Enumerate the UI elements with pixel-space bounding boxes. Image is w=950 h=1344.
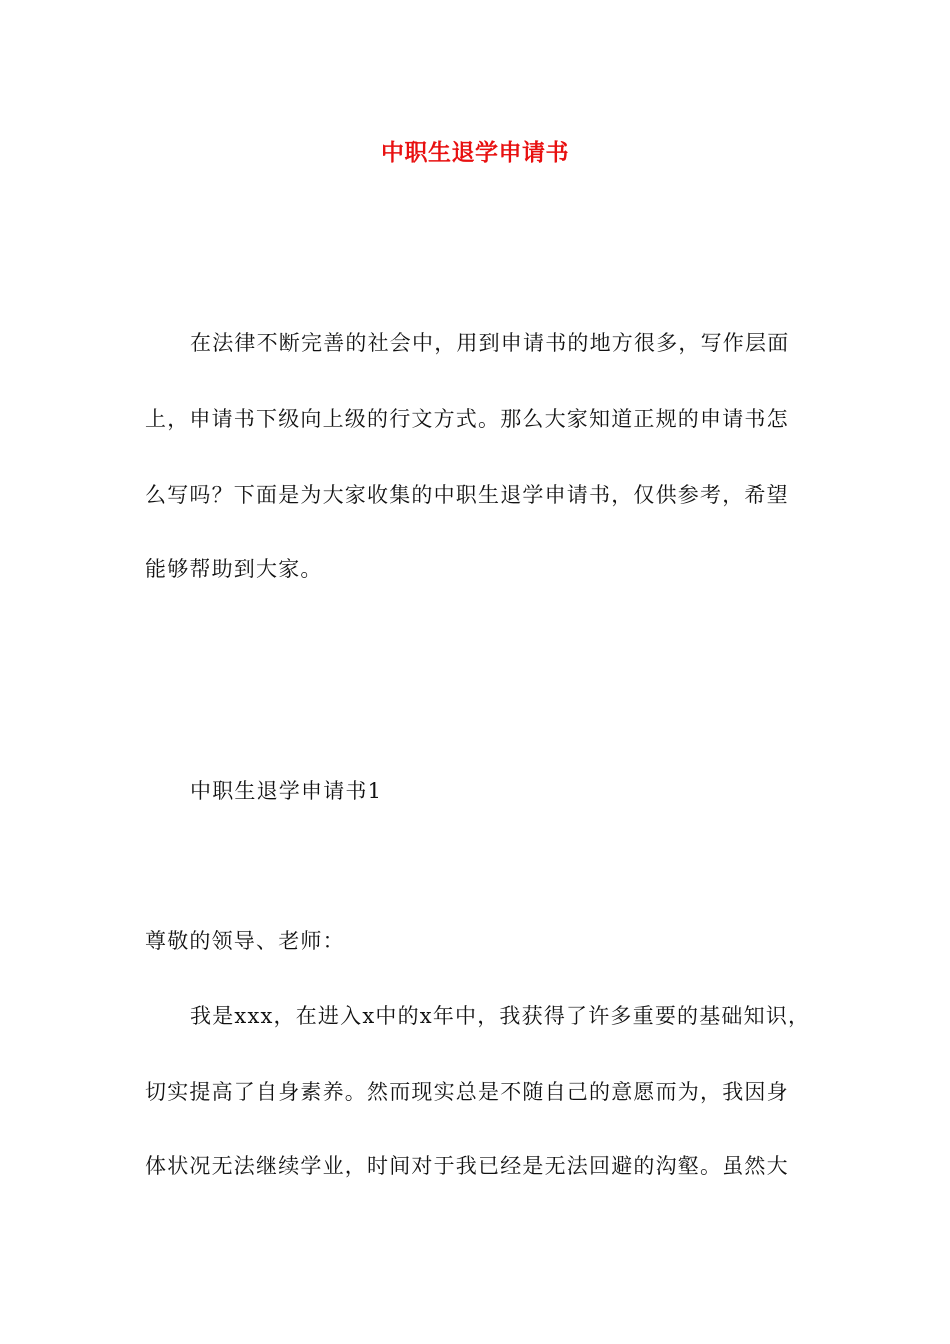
intro-line-4: 能够帮助到大家。 [145, 557, 323, 581]
intro-line-2: 上，申请书下级向上级的行文方式。那么大家知道正规的申请书怎 [145, 407, 789, 431]
salutation: 尊敬的领导、老师： [145, 929, 345, 953]
body-line-2: 切实提高了自身素养。然而现实总是不随自己的意愿而为，我因身 [145, 1080, 789, 1104]
intro-line-1: 在法律不断完善的社会中，用到申请书的地方很多，写作层面 [190, 331, 790, 355]
document-title: 中职生退学申请书 [381, 139, 569, 166]
body-line-3: 体状况无法继续学业，时间对于我已经是无法回避的沟壑。虽然大 [145, 1154, 789, 1178]
intro-line-3: 么写吗？下面是为大家收集的中职生退学申请书，仅供参考，希望 [145, 483, 789, 507]
section-heading: 中职生退学申请书1 [190, 779, 383, 803]
body-line-1: 我是xxx，在进入x中的x年中，我获得了许多重要的基础知识， [190, 1004, 811, 1028]
